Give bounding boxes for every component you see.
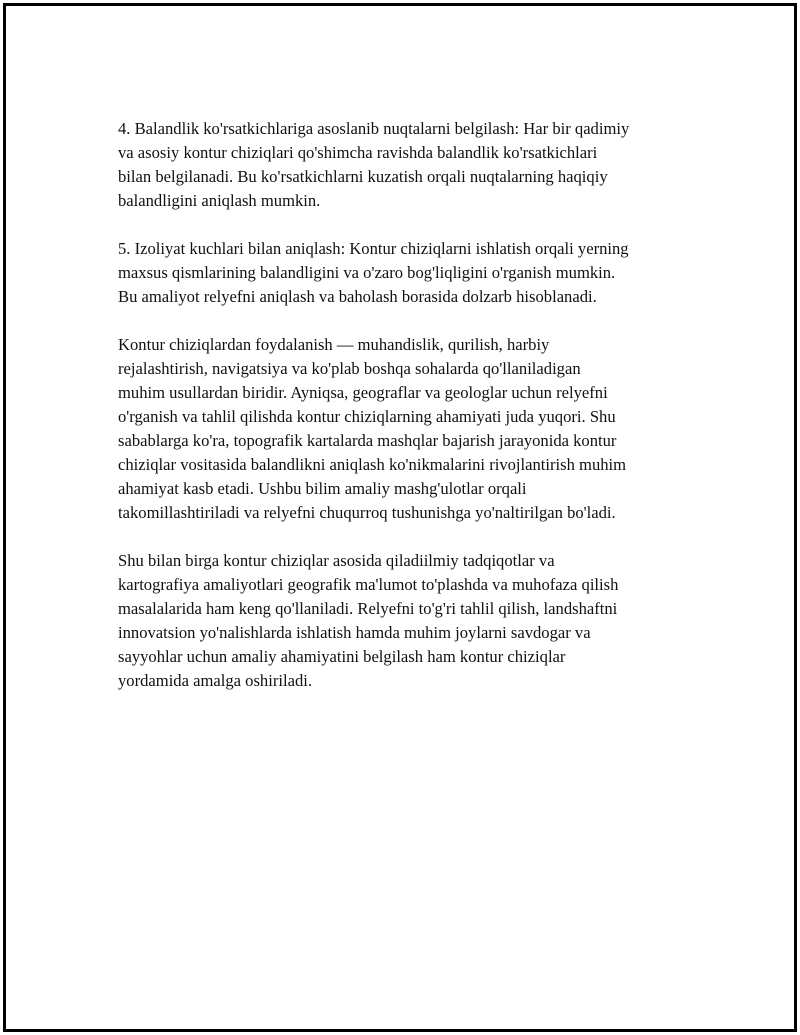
text-line: masalalarida ham keng qo'llaniladi. Relyefni to'g'ri tahlil qilish, landshaftni: [118, 599, 618, 618]
paragraph-3: [118, 333, 698, 525]
paragraph-1: [118, 117, 698, 213]
text-line: maxsus qismlarining balandligini va o'zaro bog'liqligini o'rganish mumkin.: [118, 263, 616, 282]
text-line: 4. Balandlik ko'rsatkichlariga asoslanib nuqtalarni belgilash: Har bir qadimiy: [118, 119, 630, 138]
text-line: chiziqlar vositasida balandlikni aniqlash ko'nikmalarini rivojlantirish muhim: [118, 455, 627, 474]
document-body: [118, 117, 698, 717]
text-line: va asosiy kontur chiziqlari qo'shimcha ravishda balandlik ko'rsatkichlari: [118, 143, 598, 162]
text-line: bilan belgilanadi. Bu ko'rsatkichlarni kuzatish orqali nuqtalarning haqiqiy: [118, 167, 608, 186]
text-line: innovatsion yo'nalishlarda ishlatish hamda muhim joylarni savdogar va: [118, 623, 591, 642]
text-line: rejalashtirish, navigatsiya va ko'plab boshqa sohalarda qo'llaniladigan: [118, 359, 581, 378]
text-line: ahamiyat kasb etadi. Ushbu bilim amaliy mashg'ulotlar orqali: [118, 479, 527, 498]
text-line: balandligini aniqlash mumkin.: [118, 191, 321, 210]
text-line: Kontur chiziqlardan foydalanish — muhandislik, qurilish, harbiy: [118, 335, 550, 354]
paragraph-2: [118, 237, 698, 309]
text-line: o'rganish va tahlil qilishda kontur chiziqlarning ahamiyati juda yuqori. Shu: [118, 407, 616, 426]
text-line: sabablarga ko'ra, topografik kartalarda mashqlar bajarish jarayonida kontur: [118, 431, 617, 450]
text-line: muhim usullardan biridir. Ayniqsa, geograflar va geologlar uchun relyefni: [118, 383, 608, 402]
text-line: 5. Izoliyat kuchlari bilan aniqlash: Kontur chiziqlarni ishlatish orqali yerning: [118, 239, 629, 258]
text-line: kartografiya amaliyotlari geografik ma'lumot to'plashda va muhofaza qilish: [118, 575, 619, 594]
text-line: Shu bilan birga kontur chiziqlar asosida qiladiilmiy tadqiqotlar va: [118, 551, 555, 570]
text-line: yordamida amalga oshiriladi.: [118, 671, 312, 690]
text-line: Bu amaliyot relyefni aniqlash va baholash borasida dolzarb hisoblanadi.: [118, 287, 597, 306]
text-line: takomillashtiriladi va relyefni chuqurroq tushunishga yo'naltirilgan bo'ladi.: [118, 503, 616, 522]
text-line: sayyohlar uchun amaliy ahamiyatini belgilash ham kontur chiziqlar: [118, 647, 566, 666]
paragraph-4: [118, 549, 698, 693]
